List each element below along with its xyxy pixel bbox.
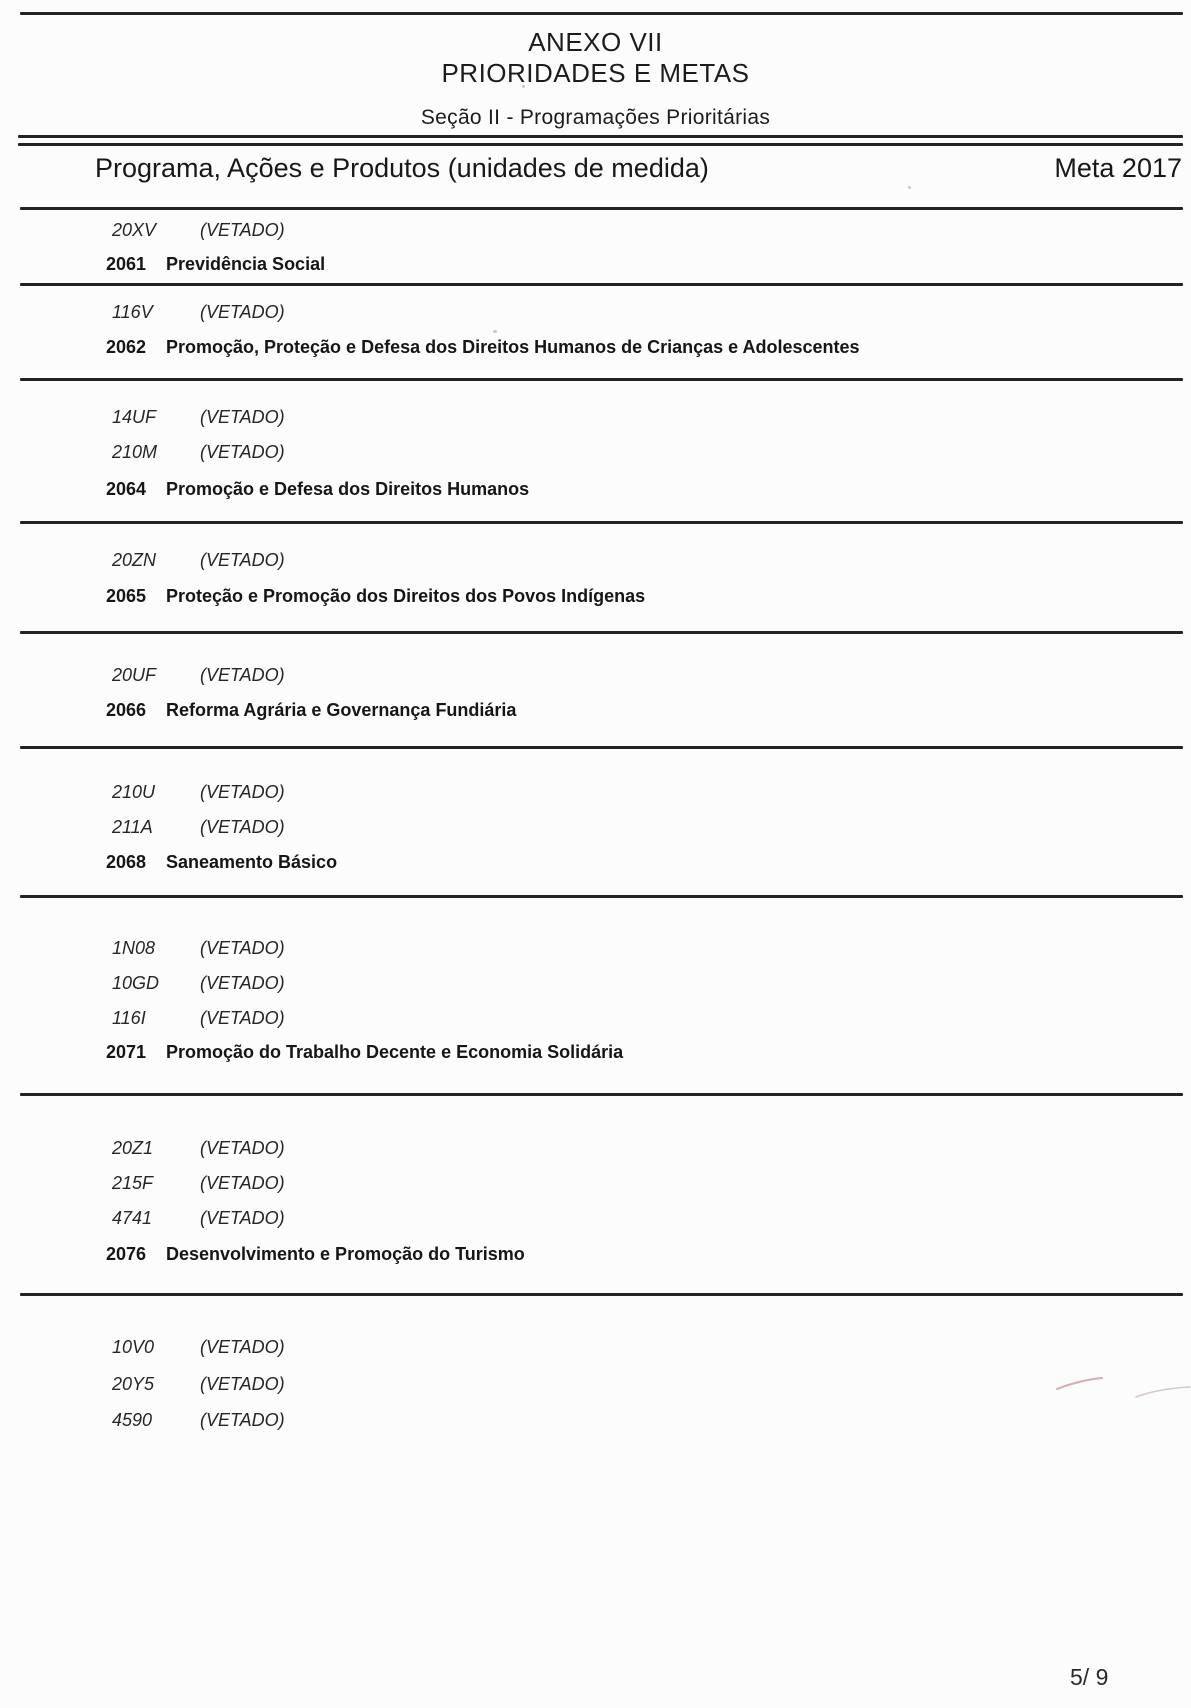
program-code: 2064 (106, 479, 147, 499)
action-status: (VETADO) (200, 1208, 285, 1228)
program-code: 2071 (106, 1042, 147, 1062)
action-row (0, 1337, 1191, 1361)
action-status: (VETADO) (200, 407, 285, 427)
program-row (0, 479, 1191, 503)
program-code: 2066 (106, 700, 147, 720)
program-name: Reforma Agrária e Governança Fundiária (166, 700, 517, 720)
action-status: (VETADO) (200, 1337, 285, 1357)
action-code: 116I (112, 1008, 146, 1028)
action-status: (VETADO) (200, 938, 285, 958)
program-name: Promoção do Trabalho Decente e Economia Solidária (166, 1042, 624, 1062)
action-row (0, 973, 1191, 997)
annex-title: ANEXO VII (528, 27, 663, 57)
program-code: 2076 (106, 1244, 147, 1264)
action-code: 215F (112, 1173, 154, 1193)
action-status: (VETADO) (200, 1173, 285, 1193)
program-row (0, 586, 1191, 610)
action-code: 14UF (112, 407, 157, 427)
program-row (0, 254, 1191, 278)
action-code: 210M (112, 442, 158, 462)
program-row (0, 1244, 1191, 1268)
scan-speck (908, 186, 911, 189)
scan-speck (522, 85, 525, 88)
action-status: (VETADO) (200, 1410, 285, 1430)
program-code: 2062 (106, 337, 147, 357)
section-title: Seção II - Programações Prioritárias (420, 106, 771, 129)
section-separator (20, 895, 1183, 898)
action-row (0, 1008, 1191, 1032)
action-code: 116V (112, 302, 153, 322)
action-status: (VETADO) (200, 973, 285, 993)
column-header-programs: Programa, Ações e Produtos (unidades de medida) (95, 153, 709, 183)
section-separator (20, 521, 1183, 524)
program-code: 2061 (106, 254, 147, 274)
action-row (0, 1410, 1191, 1434)
action-row (0, 782, 1191, 806)
program-row (0, 337, 1191, 361)
double-rule-bottom (18, 143, 1183, 146)
action-code: 4590 (112, 1410, 153, 1430)
action-code: 4741 (112, 1208, 153, 1228)
section-separator (20, 1293, 1183, 1296)
program-code: 2065 (106, 586, 147, 606)
program-code: 2068 (106, 852, 147, 872)
annex-subtitle: PRIORIDADES E METAS (441, 58, 750, 88)
action-code: 211A (112, 817, 153, 837)
header-separator (20, 207, 1183, 210)
action-status: (VETADO) (200, 1008, 285, 1028)
action-row (0, 302, 1191, 326)
action-row (0, 1138, 1191, 1162)
action-status: (VETADO) (200, 442, 285, 462)
action-status: (VETADO) (200, 1374, 285, 1394)
program-name: Promoção, Proteção e Defesa dos Direitos Humanos de Crianças e Adolescentes (166, 337, 860, 357)
action-status: (VETADO) (200, 1138, 285, 1158)
action-row (0, 938, 1191, 962)
double-rule-top (18, 135, 1183, 138)
action-code: 20Z1 (112, 1138, 154, 1158)
action-code: 20UF (112, 665, 157, 685)
action-status: (VETADO) (200, 817, 285, 837)
section-separator (20, 378, 1183, 381)
section-separator (20, 1093, 1183, 1096)
action-status: (VETADO) (200, 550, 285, 570)
section-separator (20, 746, 1183, 749)
action-code: 210U (112, 782, 156, 802)
action-code: 10V0 (112, 1337, 155, 1357)
page-number: 5/ 9 (1070, 1664, 1109, 1690)
program-row (0, 852, 1191, 876)
action-status: (VETADO) (200, 220, 285, 240)
action-status: (VETADO) (200, 665, 285, 685)
action-row (0, 665, 1191, 689)
action-row (0, 1208, 1191, 1232)
program-name: Previdência Social (166, 254, 326, 274)
top-rule (20, 12, 1183, 15)
action-code: 20XV (112, 220, 157, 240)
action-row (0, 220, 1191, 244)
action-code: 20ZN (112, 550, 157, 570)
action-status: (VETADO) (200, 302, 285, 322)
section-separator (20, 283, 1183, 286)
program-name: Proteção e Promoção dos Direitos dos Povos Indígenas (166, 586, 646, 606)
action-row (0, 1374, 1191, 1398)
program-name: Saneamento Básico (166, 852, 338, 872)
action-row (0, 442, 1191, 466)
scan-speck (493, 330, 497, 333)
action-code: 1N08 (112, 938, 156, 958)
action-status: (VETADO) (200, 782, 285, 802)
program-row (0, 1042, 1191, 1066)
program-name: Desenvolvimento e Promoção do Turismo (166, 1244, 525, 1264)
action-row (0, 407, 1191, 431)
program-row (0, 700, 1191, 724)
program-name: Promoção e Defesa dos Direitos Humanos (166, 479, 530, 499)
action-code: 10GD (112, 973, 160, 993)
action-row (0, 550, 1191, 574)
action-row (0, 817, 1191, 841)
section-separator (20, 631, 1183, 634)
column-header-meta: Meta 2017 (1054, 153, 1182, 183)
action-row (0, 1173, 1191, 1197)
action-code: 20Y5 (112, 1374, 155, 1394)
